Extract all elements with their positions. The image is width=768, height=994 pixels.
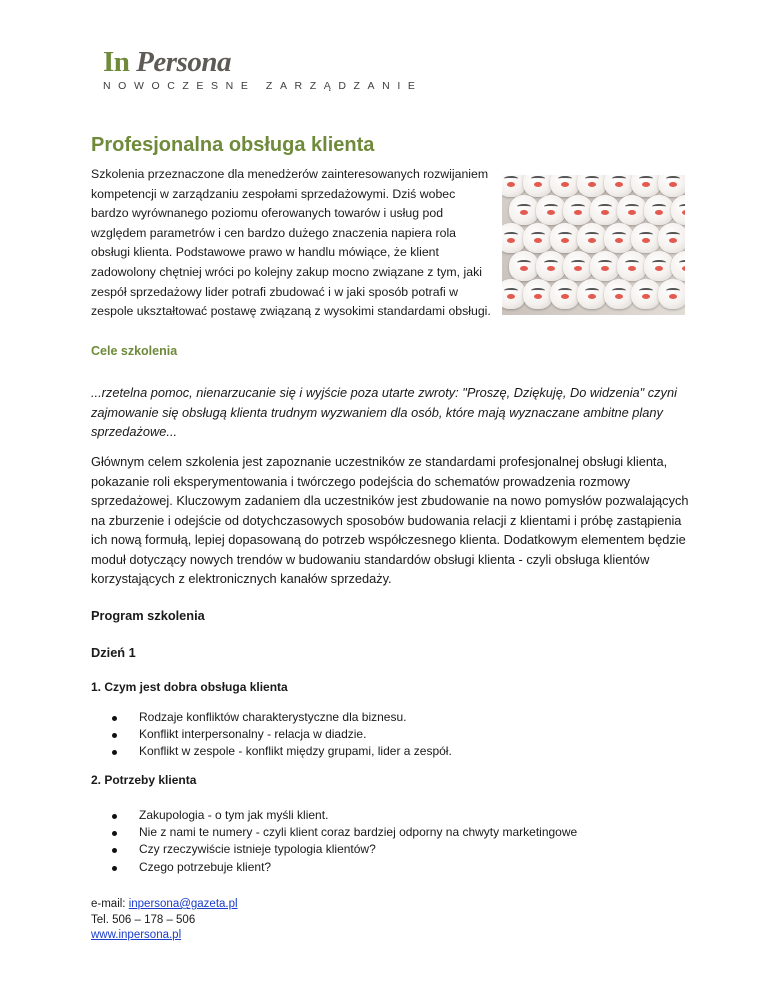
figurine-shape bbox=[509, 195, 539, 225]
figurine-shape bbox=[590, 195, 620, 225]
figurine-shape bbox=[671, 251, 685, 281]
intro-paragraph: Szkolenia przeznaczone dla menedżerów zainteresowanych rozwijaniem kompetencji w zarządzaniu zespołami sprzedażowymi. Dziś wobec bardzo wyrównanego poziomu oferowanych towarów i usług pod względem parametrów i cen bardzo dużego znaczenia napiera rola obsługi klienta. Podstawowe prawo w handlu mówiące, że klient zadowolony chętniej wróci po kolejny zakup mocno związane z tym, jaki zespół sprzedażowy lider potrafi zbudować i w jaki sposób potrafi w zespole ukształtować postawę związaną z wysokimi standardami obsługi. bbox=[91, 167, 491, 319]
bullet-icon bbox=[112, 831, 117, 836]
section-title-1: 1. Czym jest dobra obsługa klienta bbox=[91, 680, 288, 694]
figurine-shape bbox=[604, 175, 634, 197]
list-item: Zakupologia - o tym jak myśli klient. bbox=[112, 807, 672, 824]
figurine-shape bbox=[550, 279, 580, 309]
program-heading: Program szkolenia bbox=[91, 608, 205, 623]
figurine-shape bbox=[577, 223, 607, 253]
main-paragraph: Głównym celem szkolenia jest zapoznanie uczestników ze standardami profesjonalnej obsługi klienta, pokazanie roli eksperymentowania i twórczego podejścia do schematów prowadzenia rozmowy sprzedażowej. Kluczowym zadaniem dla uczestników jest zbudowanie na nowo pomysłów pozwalających na zburzenie i odejście od dotychczasowych sposobów budowania relacji z klientami i próbę zastąpienia ich nową formułą, lepiej dopasowaną do potrzeb współczesnego klienta. Dodatkowym elementem będzie moduł dotyczący nowych trendów w budowaniu standardów obsługi klienta - czyli obsługa klientów korzystających z elektronicznych kanałów sprzedaży. bbox=[91, 454, 689, 586]
figurine-shape bbox=[658, 279, 685, 309]
list-item: Konflikt w zespole - konflikt między grupami, lider a zespół. bbox=[112, 743, 672, 760]
figurine-shape bbox=[604, 279, 634, 309]
email-label: e-mail: bbox=[91, 898, 129, 910]
logo-tagline: NOWOCZESNE ZARZĄDZANIE bbox=[103, 80, 423, 92]
figurine-shape bbox=[617, 251, 647, 281]
logo-in: In bbox=[103, 46, 130, 78]
logo-persona: Persona bbox=[136, 46, 231, 78]
figurine-shape bbox=[577, 175, 607, 197]
section-title-2: 2. Potrzeby klienta bbox=[91, 773, 197, 787]
lucky-cats-photo bbox=[502, 175, 685, 315]
email-line bbox=[91, 897, 238, 913]
logo-wordmark bbox=[103, 46, 422, 78]
section-2-list bbox=[112, 807, 672, 876]
list-item: Rodzaje konfliktów charakterystyczne dla biznesu. bbox=[112, 709, 672, 726]
figurine-shape bbox=[658, 223, 685, 253]
list-item: Konflikt interpersonalny - relacja w diadzie. bbox=[112, 726, 672, 743]
figurine-shape bbox=[550, 175, 580, 197]
contact-footer bbox=[91, 897, 238, 944]
figurine-shape bbox=[563, 195, 593, 225]
goals-quote: ...rzetelna pomoc, nienarzucanie się i wyjście poza utarte zwroty: "Proszę, Dziękuję, Do widzenia" czyni zajmowanie się obsługą klienta trudnym wyzwaniem dla osób, które mają wyznaczane ambitne plany sprzedażowe... bbox=[91, 385, 677, 439]
figurine-shape bbox=[590, 251, 620, 281]
bullet-icon bbox=[112, 750, 117, 755]
bullet-icon bbox=[112, 716, 117, 721]
figurine-shape bbox=[631, 175, 661, 197]
figurine-shape bbox=[617, 195, 647, 225]
figurine-shape bbox=[644, 195, 674, 225]
figurine-shape bbox=[644, 251, 674, 281]
email-link[interactable]: inpersona@gazeta.pl bbox=[128, 898, 238, 910]
figurine-shape bbox=[631, 279, 661, 309]
figurine-shape bbox=[509, 251, 539, 281]
figurine-shape bbox=[671, 195, 685, 225]
figurine-shape bbox=[658, 175, 685, 197]
bullet-icon bbox=[112, 866, 117, 871]
figurine-shape bbox=[536, 251, 566, 281]
figurine-shape bbox=[523, 223, 553, 253]
figurine-shape bbox=[604, 223, 634, 253]
figurine-shape bbox=[536, 195, 566, 225]
goals-heading: Cele szkolenia bbox=[91, 344, 178, 358]
day-heading: Dzień 1 bbox=[91, 645, 136, 660]
list-item: Nie z nami te numery - czyli klient coraz bardziej odporny na chwyty marketingowe bbox=[112, 824, 672, 841]
bullet-icon bbox=[112, 733, 117, 738]
section-1-list bbox=[112, 709, 672, 761]
bullet-icon bbox=[112, 814, 117, 819]
document-title: Profesjonalna obsługa klienta bbox=[91, 134, 375, 156]
list-item: Czy rzeczywiście istnieje typologia klientów? bbox=[112, 841, 672, 858]
website-link[interactable]: www.inpersona.pl bbox=[91, 929, 182, 942]
figurine-shape bbox=[631, 223, 661, 253]
figurine-shape bbox=[563, 251, 593, 281]
company-logo bbox=[103, 46, 422, 92]
figurine-shape bbox=[550, 223, 580, 253]
phone-line: Tel. 506 – 178 – 506 bbox=[91, 913, 196, 926]
bullet-icon bbox=[112, 848, 117, 853]
figurine-shape bbox=[577, 279, 607, 309]
figurine-shape bbox=[523, 279, 553, 309]
figurine-shape bbox=[523, 175, 553, 197]
list-item: Czego potrzebuje klient? bbox=[112, 859, 672, 876]
